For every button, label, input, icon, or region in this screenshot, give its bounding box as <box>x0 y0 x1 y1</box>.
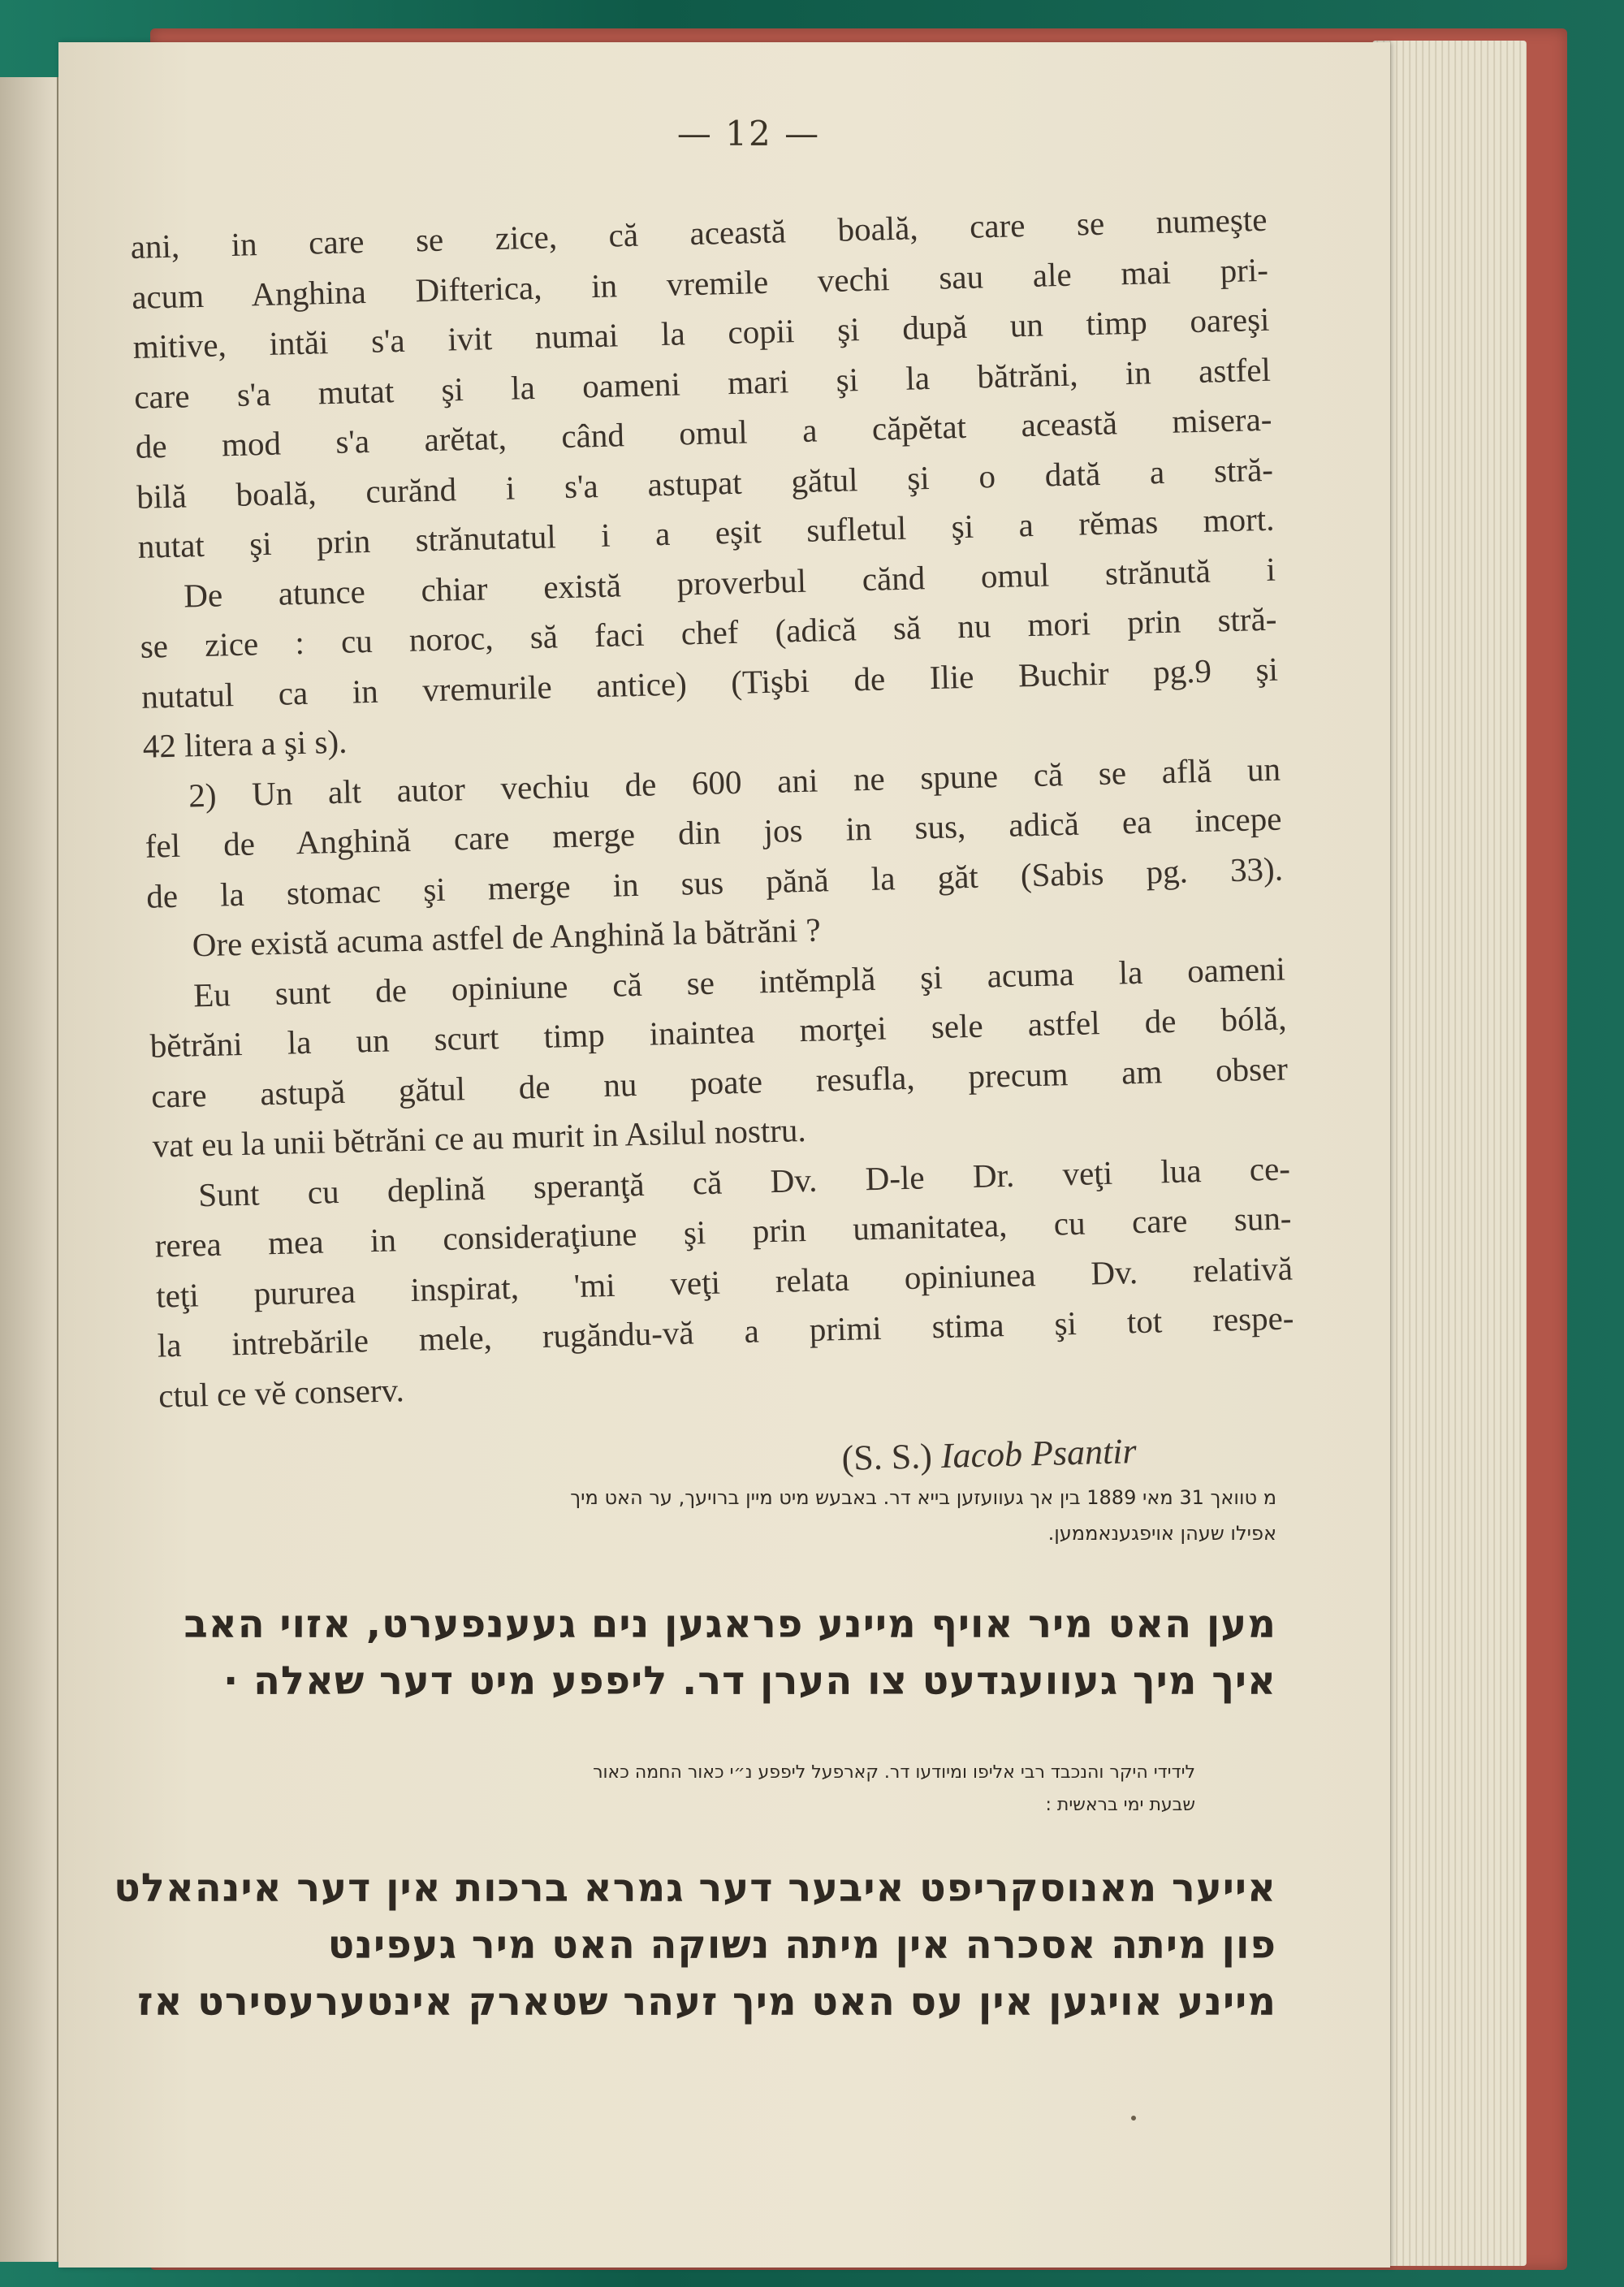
signature-initials: (S. S.) <box>841 1436 933 1478</box>
page-number: — 12 — <box>676 114 821 153</box>
paper-speck <box>1131 2116 1136 2121</box>
text-line: Ore există acuma astfel de Anghină la bătrăni ? <box>192 910 822 964</box>
text-line: 42 litera a şi s). <box>142 722 348 765</box>
text-line: de la stomac şi merge in sus pănă la găt (Sabis pg. 33). <box>145 850 1284 915</box>
text-line: Sunt cu deplină speranţă că Dv. D-le Dr. veţi lua ce- <box>197 1148 1291 1213</box>
book-page <box>58 42 1390 2268</box>
hebrew-heading-line: מען האט מיר אויף מיינע פראגען נים געענפערט, אזוי האב <box>184 1602 1276 1647</box>
text-line: fel de Anghină care merge din jos in sus, adică ea incepe <box>145 799 1282 865</box>
romanian-letter-text <box>130 195 1296 1421</box>
text-line: ctul ce vĕ conserv. <box>158 1370 405 1415</box>
hebrew-heading-line: איך מיך געוועגדעט צו הערן דר. ליפפע מיט דער שאלה · <box>223 1658 1276 1704</box>
text-line: rerea mea in consideraţiune şi prin umanitatea, cu care sun- <box>154 1199 1292 1265</box>
text-line: bilă boală, curănd i s'a astupat gătul şi o dată a stră- <box>136 450 1274 516</box>
hebrew-note-line: אפילו שעהן אויפגענאממען. <box>1047 1522 1276 1545</box>
text-line: nutat şi prin strănutatul i a eşit sufletul şi a rĕmas mort. <box>137 499 1275 565</box>
hebrew-body-line: אייער מאנוסקריפט איבער דער גמרא ברכות אין דער אינהאלט <box>114 1865 1276 1911</box>
text-line: teţi pururea inspirat, 'mi veţi relata opiniunea Dv. relativă <box>155 1248 1294 1315</box>
text-line: nutatul ca in vremurile antice) (Tişbi de Ilie Buchir pg.9 şi <box>140 650 1279 715</box>
text-line: se zice : cu noroc, să faci chef (adică să nu mori prin stră- <box>140 599 1277 665</box>
hebrew-dedication-line: שבעת ימי בראשית : <box>1045 1795 1195 1815</box>
text-line: vat eu la unii bĕtrăni ce au murit in Asilul nostru. <box>152 1110 807 1165</box>
text-line: bĕtrăni la un scurt timp inaintea morţei sele astfel de bólă, <box>149 999 1287 1065</box>
text-line: Eu sunt de opiniune că se intĕmplă şi acuma la oameni <box>192 949 1286 1014</box>
text-line: care s'a mutat şi la oameni mari şi la bătrăni, in astfel <box>133 350 1272 416</box>
hebrew-body-line: פון מיתה אסכרה אין מיתה נשוקה האט מיר געפינט <box>327 1922 1276 1968</box>
text-line: la intrebările mele, rugăndu-vă a primi stima şi tot respe- <box>157 1299 1294 1364</box>
signature <box>841 1427 1264 1479</box>
text-line: mitive, intăi s'a ivit numai la copii şi după un timp oareşi <box>132 300 1270 365</box>
hebrew-body-line: מיינע אויגען אין עס האט מיך זעהר שטארק אינטערעסירט אז <box>137 1979 1276 2025</box>
previous-page-edge <box>0 77 59 2262</box>
hebrew-note-line: מ טוואך 31 מאי 1889 בין אך געוועזען בייא דר. באבעש מיט מיין ברויעך, ער האט מיך <box>570 1486 1276 1509</box>
signature-name: Iacob Psantir <box>940 1431 1138 1476</box>
hebrew-dedication-line: לידידי היקר והנכבד רבי אליפו ומיודעו דר. קארפעל ליפפע נ״י כאור החמה כאור <box>593 1762 1195 1783</box>
text-line: de mod s'a arĕtat, când omul a căpĕtat această misera- <box>135 400 1272 465</box>
text-line: De atunce chiar există proverbul cănd omul strănută i <box>183 550 1276 615</box>
text-line: care astupă gătul de nu poate resufla, precum am obser <box>150 1048 1289 1115</box>
page-stack-edges <box>1372 41 1527 2266</box>
text-line: 2) Un alt autor vechiu de 600 ani ne spune că se află un <box>188 750 1281 814</box>
text-line: ani, in care se zice, că această boală, care se numeşte <box>130 200 1268 266</box>
text-line: acum Anghina Difterica, in vremile vechi sau ale mai pri- <box>131 250 1269 316</box>
